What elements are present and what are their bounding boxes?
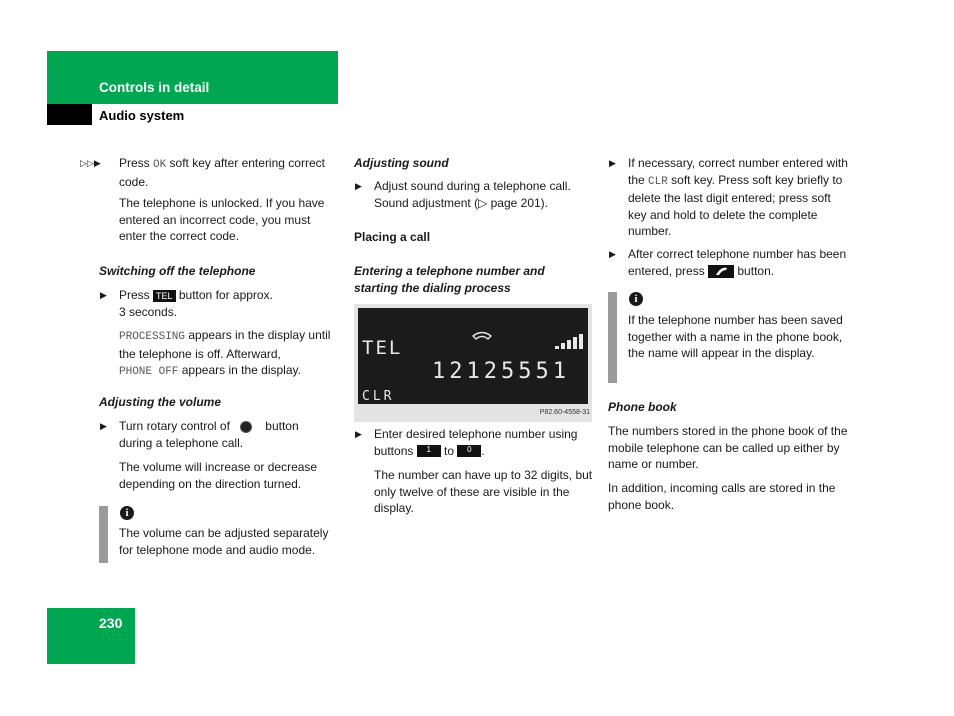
clr-softkey-label: CLR <box>648 175 668 188</box>
placing-heading: Placing a call <box>354 230 431 244</box>
step-press-call: After correct telephone number has been entered, press button. <box>628 247 847 278</box>
page-number: 230 <box>99 615 123 631</box>
digits-note: The number can have up to 32 digits, but only twelve of these are visible in the display. <box>374 468 593 515</box>
lcd-number-text: 12125551 <box>432 359 570 384</box>
subsection-marker <box>47 104 92 125</box>
lcd-graphic <box>358 308 588 404</box>
step-enter-number: Enter desired telephone number using buttons 1 to 0 . <box>374 427 578 458</box>
info-bar <box>99 506 108 563</box>
unlock-note: The telephone is unlocked. If you have entered an incorrect code, you must enter the correct code. <box>119 196 325 243</box>
key-0-icon: 0 <box>457 445 481 457</box>
volume-heading: Adjusting the volume <box>99 395 222 409</box>
lcd-clr-text: CLR <box>362 389 395 404</box>
phonebook-heading: Phone book <box>608 400 677 414</box>
section-title: Controls in detail <box>99 80 210 95</box>
bullet-icon: ▶ <box>355 181 362 191</box>
bullet-icon: ▶ <box>100 290 107 300</box>
telephone-display-image <box>354 304 592 422</box>
figure-reference: P82.60-4558-31 <box>539 408 590 416</box>
step-correct-number: If necessary, correct number entered with the CLR soft key. Press soft key briefly to delete the last digit entered; press soft key and hold to delete the complete number. <box>628 156 848 238</box>
continued-marker: ▷▷▶ <box>80 158 101 168</box>
rotary-knob-icon <box>240 421 252 433</box>
step-adjust-sound: Adjust sound during a telephone call. Sound adjustment (▷ page 201). <box>374 179 571 210</box>
call-button-icon <box>708 265 734 278</box>
bullet-icon: ▶ <box>609 249 616 259</box>
sound-heading: Adjusting sound <box>354 156 449 170</box>
handset-icon <box>473 333 491 340</box>
ok-softkey-label: OK <box>153 159 167 171</box>
bullet-icon: ▶ <box>100 421 107 431</box>
lcd-screen <box>358 308 588 404</box>
entering-heading: Entering a telephone number and starting the dialing process <box>354 264 545 295</box>
info-bar <box>608 292 617 383</box>
step-press-tel: Press TEL button for approx. 3 seconds. <box>119 288 273 319</box>
volume-note: The volume will increase or decrease depending on the direction turned. <box>119 460 318 491</box>
phonebook-paragraph-2: In addition, incoming calls are stored in the phone book. <box>608 481 836 512</box>
bullet-icon: ▶ <box>355 429 362 439</box>
step-press-ok: Press OK soft key after entering correct code. <box>119 156 325 189</box>
info-icon: i <box>120 506 134 520</box>
info-text: The volume can be adjusted separately for telephone mode and audio mode. <box>119 526 329 557</box>
tel-key-icon: TEL <box>153 290 176 302</box>
signal-strength-icon <box>555 334 583 349</box>
phonebook-paragraph-1: The numbers stored in the phone book of the mobile telephone can be called up either by name or number. <box>608 424 848 471</box>
bullet-icon: ▶ <box>609 158 616 168</box>
switch-off-heading: Switching off the telephone <box>99 264 256 278</box>
subsection-title: Audio system <box>99 108 185 123</box>
processing-note: PROCESSING appears in the display until the telephone is off. Afterward, PHONE OFF appears in the display. <box>119 328 331 378</box>
lcd-tel-text: TEL <box>362 337 403 359</box>
info-icon: i <box>629 292 643 306</box>
info-text: If the telephone number has been saved together with a name in the phone book, the name will appear in the display. <box>628 313 843 360</box>
step-turn-rotary: Turn rotary control of button during a telephone call. <box>119 419 299 450</box>
key-1-icon: 1 <box>417 445 441 457</box>
